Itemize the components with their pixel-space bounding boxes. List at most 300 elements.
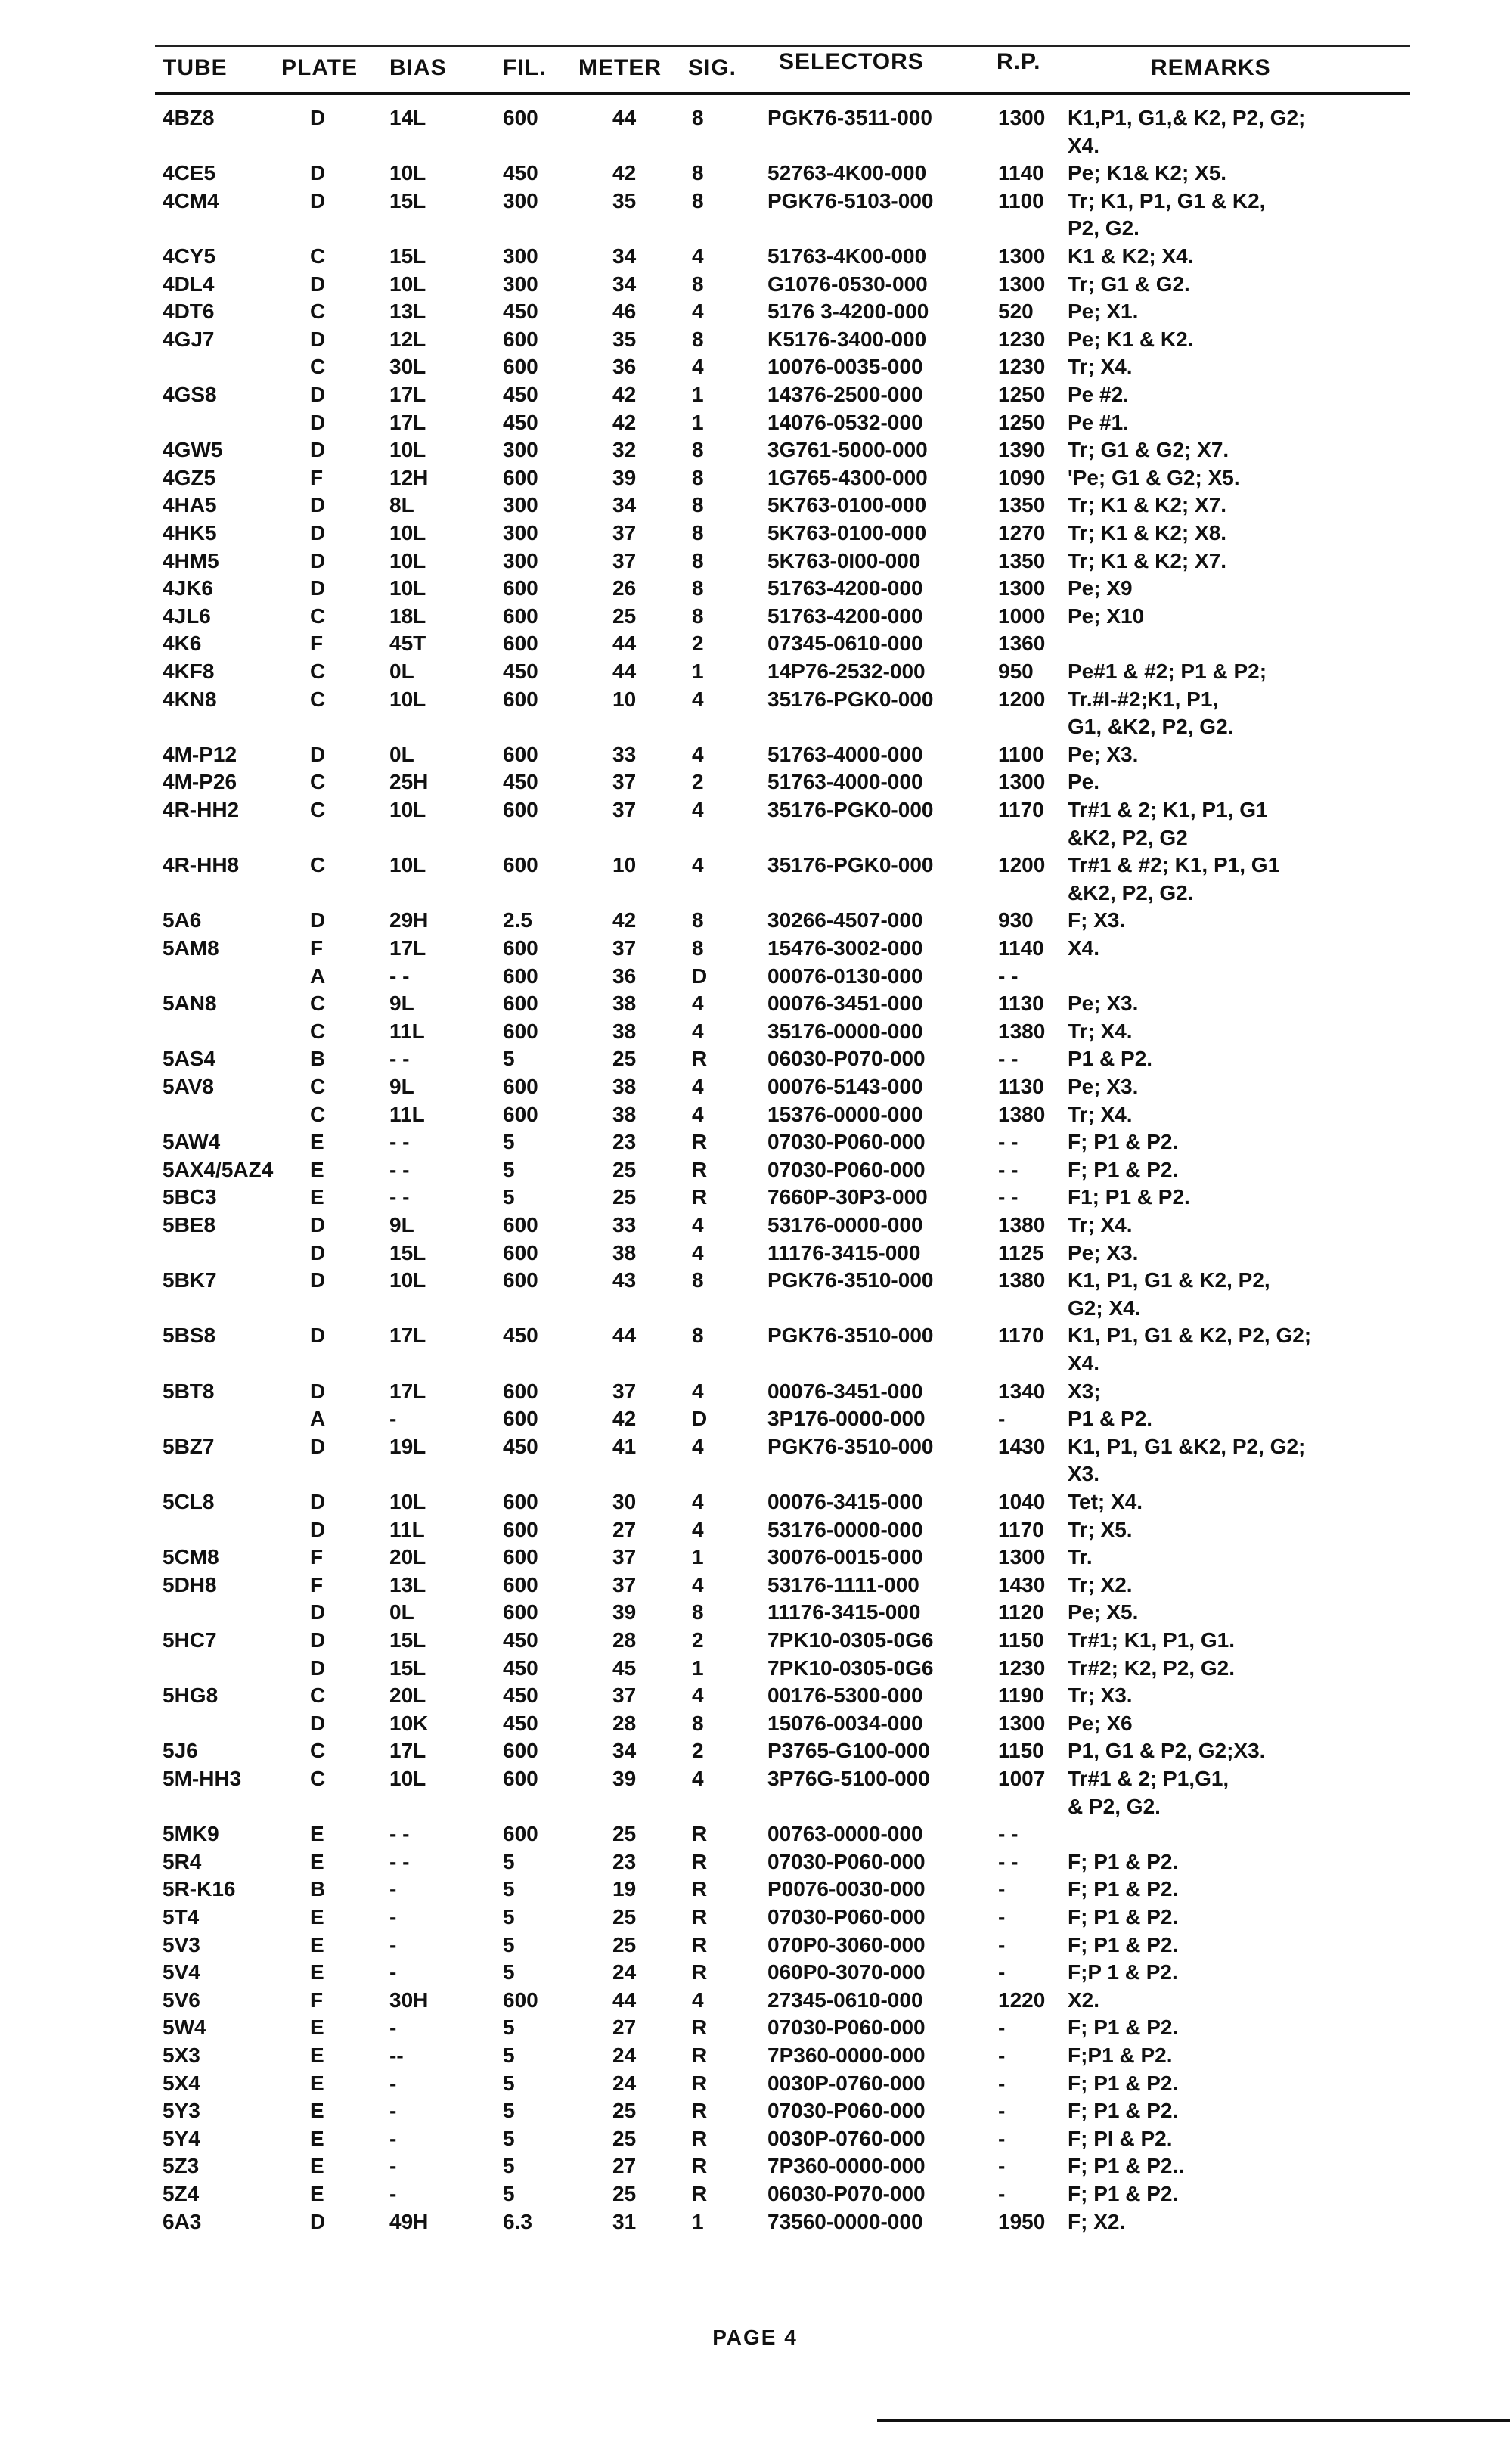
- rp-cell: -: [998, 2182, 1006, 2205]
- bias-cell: 9L: [389, 1075, 414, 1098]
- bias-cell: -: [389, 2154, 397, 2178]
- fil-cell: 5: [503, 2126, 515, 2150]
- plate-cell: D: [310, 1324, 326, 1348]
- remarks-cell: Tr; X2.: [1068, 1572, 1133, 1597]
- plate-cell: D: [310, 1517, 326, 1541]
- sig-cell: 4: [692, 1240, 704, 1265]
- selector-cell: 51763-4000-000: [767, 742, 923, 766]
- bias-cell: -: [389, 2016, 397, 2040]
- fil-cell: 600: [503, 687, 538, 711]
- remarks-cell: F; P1 & P2.: [1068, 2071, 1179, 2095]
- sig-cell: 1: [692, 410, 704, 434]
- bias-cell: 15L: [389, 1240, 426, 1265]
- selector-cell: 0030P-0760-000: [767, 2126, 926, 2150]
- fil-cell: 600: [503, 1213, 538, 1237]
- table-row: [0, 2042, 1510, 2069]
- selector-cell: 7660P-30P3-000: [767, 1185, 928, 1209]
- remarks-cell: Tr; X4.: [1068, 355, 1133, 379]
- fil-cell: 6.3: [503, 2209, 532, 2233]
- tube-cell: 5Z4: [163, 2182, 200, 2205]
- meter-cell: 28: [612, 1711, 637, 1735]
- tube-cell: 4CY5: [163, 244, 216, 268]
- selector-cell: 5K763-0I00-000: [767, 548, 921, 573]
- plate-cell: D: [310, 1268, 326, 1293]
- selector-cell: 00076-3451-000: [767, 1379, 923, 1403]
- plate-cell: E: [310, 1932, 324, 1957]
- plate-cell: D: [310, 383, 326, 406]
- bias-cell: 10L: [389, 1268, 426, 1293]
- fil-cell: 600: [503, 1545, 538, 1569]
- remarks-cell: P2, G2.: [1068, 216, 1139, 241]
- plate-cell: B: [310, 1877, 326, 1901]
- fil-cell: 450: [503, 1434, 538, 1458]
- plate-cell: D: [310, 161, 326, 185]
- table-row: [0, 1267, 1510, 1294]
- meter-cell: 23: [612, 1130, 637, 1154]
- bias-cell: -: [389, 1932, 397, 1957]
- fil-cell: 300: [503, 548, 538, 573]
- selector-cell: PGK76-5103-000: [767, 188, 934, 213]
- meter-cell: 10: [612, 687, 637, 711]
- selector-cell: 5K763-0100-000: [767, 493, 927, 517]
- fil-cell: 5: [503, 2099, 515, 2123]
- bias-cell: 17L: [389, 383, 426, 406]
- sig-cell: 4: [692, 1434, 704, 1458]
- selector-cell: 06030-P070-000: [767, 2182, 926, 2205]
- meter-cell: 24: [612, 2071, 637, 2095]
- fil-cell: 300: [503, 188, 538, 213]
- meter-cell: 24: [612, 2044, 637, 2067]
- meter-cell: 30: [612, 1490, 637, 1513]
- rp-cell: 1300: [998, 1711, 1046, 1735]
- meter-cell: 25: [612, 2182, 637, 2205]
- fil-cell: 5: [503, 1932, 515, 1957]
- selector-cell: 73560-0000-000: [767, 2209, 923, 2233]
- fil-cell: 300: [503, 438, 538, 462]
- rp-cell: 1230: [998, 327, 1046, 351]
- fil-cell: 600: [503, 1240, 538, 1265]
- selector-cell: 07030-P060-000: [767, 2016, 926, 2040]
- plate-cell: D: [310, 548, 326, 573]
- selector-cell: 06030-P070-000: [767, 1047, 926, 1071]
- rp-cell: 1120: [998, 1600, 1044, 1625]
- header-meter: METER: [578, 55, 662, 80]
- tube-cell: 5AW4: [163, 1130, 221, 1154]
- meter-cell: 19: [612, 1877, 637, 1901]
- sig-cell: 4: [692, 742, 704, 766]
- table-row: [0, 2208, 1510, 2236]
- bottom-rule: [877, 2419, 1510, 2422]
- bias-cell: 9L: [389, 991, 414, 1016]
- page-number: PAGE 4: [712, 2326, 798, 2349]
- bias-cell: 12H: [389, 465, 429, 489]
- bias-cell: - -: [389, 964, 410, 988]
- header-remarks: REMARKS: [1151, 55, 1271, 80]
- tube-cell: 4KN8: [163, 687, 217, 711]
- bias-cell: 25H: [389, 770, 429, 794]
- rp-cell: 1380: [998, 1102, 1046, 1126]
- sig-cell: 1: [692, 383, 704, 406]
- rp-cell: 1170: [998, 1324, 1044, 1348]
- rp-cell: - -: [998, 1157, 1019, 1181]
- rp-cell: -: [998, 1905, 1006, 1929]
- table-row: [0, 188, 1510, 215]
- table-row: [0, 1848, 1510, 1876]
- table-row: [0, 852, 1510, 879]
- selector-cell: 07030-P060-000: [767, 1157, 926, 1181]
- remarks-cell: & P2, G2.: [1068, 1794, 1161, 1818]
- tube-cell: 5BS8: [163, 1324, 216, 1348]
- remarks-cell: Tr#1 & 2; K1, P1, G1: [1068, 798, 1268, 821]
- remarks-cell: Tr; K1 & K2; X7.: [1068, 493, 1227, 517]
- table-row: [0, 1820, 1510, 1848]
- selector-cell: 11176-3415-000: [767, 1600, 921, 1625]
- table-row: [0, 2180, 1510, 2208]
- table-row: [0, 1350, 1510, 1377]
- selector-cell: 15476-3002-000: [767, 936, 923, 960]
- sig-cell: R: [692, 1905, 708, 1929]
- remarks-cell: Pe #2.: [1068, 383, 1129, 406]
- fil-cell: 600: [503, 964, 538, 988]
- bias-cell: 10L: [389, 687, 426, 711]
- bias-cell: 17L: [389, 936, 426, 960]
- bias-cell: 15L: [389, 1656, 426, 1680]
- meter-cell: 44: [612, 106, 637, 129]
- meter-cell: 25: [612, 1047, 637, 1071]
- table-row: [0, 1655, 1510, 1682]
- selector-cell: 51763-4000-000: [767, 770, 923, 794]
- remarks-cell: F; P1 & P2.: [1068, 2016, 1179, 2040]
- remarks-cell: Pe; X6: [1068, 1711, 1133, 1735]
- tube-cell: 5V3: [163, 1932, 200, 1957]
- bias-cell: 10L: [389, 548, 426, 573]
- plate-cell: E: [310, 1849, 324, 1873]
- sig-cell: 8: [692, 188, 704, 213]
- plate-cell: C: [310, 1019, 326, 1043]
- remarks-cell: Tr; X3.: [1068, 1684, 1133, 1708]
- meter-cell: 33: [612, 1213, 637, 1237]
- table-row: [0, 1544, 1510, 1571]
- tube-cell: 5BE8: [163, 1213, 216, 1237]
- plate-cell: E: [310, 1905, 324, 1929]
- rp-cell: 1090: [998, 465, 1046, 489]
- rp-cell: 1300: [998, 1545, 1046, 1569]
- remarks-cell: P1, G1 & P2, G2;X3.: [1068, 1739, 1266, 1763]
- remarks-cell: X3.: [1068, 1462, 1100, 1486]
- table-row: [0, 1710, 1510, 1737]
- fil-cell: 600: [503, 106, 538, 129]
- table-row: [0, 1295, 1510, 1322]
- remarks-cell: Pe; K1 & K2.: [1068, 327, 1194, 351]
- sig-cell: 8: [692, 1600, 704, 1625]
- sig-cell: 4: [692, 798, 704, 821]
- bias-cell: 0L: [389, 742, 414, 766]
- rp-cell: -: [998, 2071, 1006, 2095]
- plate-cell: E: [310, 1822, 324, 1846]
- tube-cell: 4HM5: [163, 548, 219, 573]
- table-row: [0, 243, 1510, 270]
- sig-cell: 4: [692, 1102, 704, 1126]
- selector-cell: 7PK10-0305-0G6: [767, 1656, 934, 1680]
- table-row: [0, 2097, 1510, 2124]
- bias-cell: 29H: [389, 908, 429, 933]
- selector-cell: 35176-0000-000: [767, 1019, 923, 1043]
- bias-cell: 0L: [389, 659, 414, 683]
- table-row: [0, 1599, 1510, 1626]
- table-row: [0, 1184, 1510, 1211]
- bias-cell: -: [389, 2126, 397, 2150]
- remarks-cell: Tr; K1 & K2; X8.: [1068, 521, 1227, 545]
- remarks-cell: F; P1 & P2.: [1068, 1849, 1179, 1873]
- plate-cell: D: [310, 188, 326, 213]
- remarks-cell: Pe #1.: [1068, 410, 1129, 434]
- sig-cell: 8: [692, 493, 704, 517]
- selector-cell: PGK76-3510-000: [767, 1324, 934, 1348]
- fil-cell: 2.5: [503, 908, 532, 933]
- tube-cell: 5Z3: [163, 2154, 200, 2178]
- plate-cell: C: [310, 604, 326, 628]
- meter-cell: 34: [612, 272, 637, 296]
- rp-cell: 1390: [998, 438, 1046, 462]
- tube-cell: 4GS8: [163, 383, 217, 406]
- meter-cell: 10: [612, 853, 637, 877]
- sig-cell: R: [692, 1047, 708, 1071]
- fil-cell: 5: [503, 1960, 515, 1985]
- fil-cell: 450: [503, 1684, 538, 1708]
- remarks-cell: &K2, P2, G2.: [1068, 880, 1194, 905]
- rp-cell: -: [998, 1960, 1006, 1985]
- sig-cell: 4: [692, 687, 704, 711]
- header-sig: SIG.: [688, 55, 737, 80]
- sig-cell: 1: [692, 1545, 704, 1569]
- bias-cell: 8L: [389, 493, 414, 517]
- header-rule: [155, 92, 1410, 95]
- meter-cell: 32: [612, 438, 637, 462]
- selector-cell: 3G761-5000-000: [767, 438, 928, 462]
- table-row: [0, 492, 1510, 519]
- plate-cell: E: [310, 1130, 324, 1154]
- plate-cell: A: [310, 964, 326, 988]
- meter-cell: 25: [612, 1185, 637, 1209]
- fil-cell: 600: [503, 327, 538, 351]
- plate-cell: D: [310, 1600, 326, 1625]
- selector-cell: 5K763-0100-000: [767, 521, 927, 545]
- meter-cell: 37: [612, 1545, 637, 1569]
- meter-cell: 43: [612, 1268, 637, 1293]
- fil-cell: 600: [503, 1379, 538, 1403]
- sig-cell: R: [692, 1130, 708, 1154]
- table-row: [0, 1128, 1510, 1156]
- meter-cell: 39: [612, 1767, 637, 1790]
- rp-cell: 950: [998, 659, 1034, 683]
- meter-cell: 33: [612, 742, 637, 766]
- rp-cell: 1430: [998, 1572, 1046, 1597]
- meter-cell: 25: [612, 1157, 637, 1181]
- meter-cell: 37: [612, 521, 637, 545]
- tube-cell: 5AX4/5AZ4: [163, 1157, 274, 1181]
- tube-cell: 5A6: [163, 908, 202, 933]
- rp-cell: 1100: [998, 742, 1044, 766]
- tube-cell: 5J6: [163, 1739, 198, 1763]
- selector-cell: PGK76-3511-000: [767, 106, 932, 129]
- fil-cell: 5: [503, 2154, 515, 2178]
- remarks-cell: Pe#1 & #2; P1 & P2;: [1068, 659, 1267, 683]
- sig-cell: 4: [692, 244, 704, 268]
- table-row: [0, 2152, 1510, 2180]
- sig-cell: 2: [692, 1739, 704, 1763]
- tube-cell: 4JK6: [163, 576, 213, 600]
- selector-cell: 53176-0000-000: [767, 1517, 923, 1541]
- plate-cell: C: [310, 355, 326, 379]
- table-row: [0, 1572, 1510, 1599]
- remarks-cell: Tr.: [1068, 1545, 1093, 1569]
- plate-cell: B: [310, 1047, 326, 1071]
- rp-cell: 1140: [998, 161, 1044, 185]
- plate-cell: E: [310, 1157, 324, 1181]
- selector-cell: 15076-0034-000: [767, 1711, 923, 1735]
- remarks-cell: G2; X4.: [1068, 1296, 1141, 1320]
- table-row: [0, 2125, 1510, 2152]
- remarks-cell: G1, &K2, P2, G2.: [1068, 715, 1234, 739]
- tube-cell: 5AV8: [163, 1075, 214, 1098]
- table-row: [0, 686, 1510, 713]
- meter-cell: 39: [612, 465, 637, 489]
- meter-cell: 42: [612, 383, 637, 406]
- sig-cell: R: [692, 2044, 708, 2067]
- table-row: [0, 1073, 1510, 1100]
- rp-cell: 1350: [998, 493, 1046, 517]
- rp-cell: -: [998, 2044, 1006, 2067]
- plate-cell: C: [310, 244, 326, 268]
- header-fil: FIL.: [503, 55, 547, 80]
- bias-cell: 9L: [389, 1213, 414, 1237]
- header-rp: R.P.: [997, 49, 1041, 74]
- rp-cell: - -: [998, 1822, 1019, 1846]
- fil-cell: 300: [503, 521, 538, 545]
- selector-cell: 1G765-4300-000: [767, 465, 928, 489]
- rp-cell: 1250: [998, 410, 1046, 434]
- fil-cell: 600: [503, 1268, 538, 1293]
- selector-cell: 060P0-3070-000: [767, 1960, 926, 1985]
- fil-cell: 300: [503, 244, 538, 268]
- sig-cell: R: [692, 1157, 708, 1181]
- tube-cell: 5BC3: [163, 1185, 217, 1209]
- tube-cell: 5X3: [163, 2044, 200, 2067]
- table-row: [0, 1765, 1510, 1792]
- bias-cell: -: [389, 1877, 397, 1901]
- meter-cell: 28: [612, 1628, 637, 1652]
- rp-cell: 1350: [998, 548, 1046, 573]
- bias-cell: 17L: [389, 410, 426, 434]
- tube-cell: 5Y3: [163, 2099, 200, 2123]
- selector-cell: 11176-3415-000: [767, 1240, 921, 1265]
- tube-cell: 5W4: [163, 2016, 206, 2040]
- table-row: [0, 990, 1510, 1017]
- meter-cell: 42: [612, 410, 637, 434]
- plate-cell: E: [310, 2071, 324, 2095]
- meter-cell: 42: [612, 161, 637, 185]
- table-row: [0, 1682, 1510, 1709]
- selector-cell: 00763-0000-000: [767, 1822, 923, 1846]
- selector-cell: P0076-0030-000: [767, 1877, 926, 1901]
- sig-cell: 8: [692, 936, 704, 960]
- sig-cell: 4: [692, 991, 704, 1016]
- selector-cell: 00076-3451-000: [767, 991, 923, 1016]
- selector-cell: 15376-0000-000: [767, 1102, 923, 1126]
- table-row: [0, 2014, 1510, 2041]
- remarks-cell: Pe; K1& K2; X5.: [1068, 161, 1227, 185]
- tube-cell: 5MK9: [163, 1822, 219, 1846]
- table-row: [0, 1018, 1510, 1045]
- remarks-cell: Tr; G1 & G2.: [1068, 272, 1190, 296]
- rp-cell: 930: [998, 908, 1034, 933]
- selector-cell: 7P360-0000-000: [767, 2044, 926, 2067]
- bias-cell: 17L: [389, 1324, 426, 1348]
- tube-cell: 5BZ7: [163, 1434, 215, 1458]
- remarks-cell: Tr; X4.: [1068, 1102, 1133, 1126]
- selector-cell: 10076-0035-000: [767, 355, 923, 379]
- bias-cell: 15L: [389, 1628, 426, 1652]
- remarks-cell: Pe; X3.: [1068, 742, 1139, 766]
- sig-cell: 1: [692, 1656, 704, 1680]
- sig-cell: 2: [692, 632, 704, 656]
- plate-cell: F: [310, 1545, 324, 1569]
- sig-cell: R: [692, 2099, 708, 2123]
- rp-cell: -: [998, 2126, 1006, 2150]
- fil-cell: 5: [503, 2182, 515, 2205]
- sig-cell: 8: [692, 576, 704, 600]
- remarks-cell: Pe; X9: [1068, 576, 1133, 600]
- remarks-cell: K1, P1, G1 &K2, P2, G2;: [1068, 1434, 1306, 1458]
- table-row: [0, 741, 1510, 768]
- bias-cell: 12L: [389, 327, 426, 351]
- selector-cell: 07030-P060-000: [767, 2099, 926, 2123]
- plate-cell: C: [310, 1767, 326, 1790]
- remarks-cell: F; P1 & P2.: [1068, 1130, 1179, 1154]
- meter-cell: 25: [612, 2126, 637, 2150]
- sig-cell: 8: [692, 327, 704, 351]
- selector-cell: 07030-P060-000: [767, 1130, 926, 1154]
- table-row: [0, 880, 1510, 907]
- plate-cell: F: [310, 1572, 324, 1597]
- plate-cell: D: [310, 1711, 326, 1735]
- meter-cell: 25: [612, 604, 637, 628]
- selector-cell: 51763-4200-000: [767, 576, 923, 600]
- rp-cell: 1380: [998, 1019, 1046, 1043]
- table-row: [0, 271, 1510, 298]
- sig-cell: 8: [692, 908, 704, 933]
- rp-cell: - -: [998, 1130, 1019, 1154]
- tube-cell: 4CE5: [163, 161, 216, 185]
- remarks-cell: F; P1 & P2.: [1068, 2099, 1179, 2123]
- fil-cell: 600: [503, 1600, 538, 1625]
- remarks-cell: Tr#2; K2, P2, G2.: [1068, 1656, 1235, 1680]
- rp-cell: 1100: [998, 188, 1044, 213]
- fil-cell: 600: [503, 1517, 538, 1541]
- rp-cell: 1150: [998, 1628, 1044, 1652]
- selector-cell: 07030-P060-000: [767, 1849, 926, 1873]
- remarks-cell: X4.: [1068, 133, 1100, 157]
- tube-cell: 5CL8: [163, 1490, 215, 1513]
- remarks-cell: Pe; X3.: [1068, 1240, 1139, 1265]
- bias-cell: - -: [389, 1047, 410, 1071]
- selector-cell: 07345-0610-000: [767, 632, 923, 656]
- table-row: [0, 1737, 1510, 1764]
- sig-cell: R: [692, 2071, 708, 2095]
- meter-cell: 37: [612, 1379, 637, 1403]
- header-bias: BIAS: [389, 55, 447, 80]
- meter-cell: 44: [612, 1324, 637, 1348]
